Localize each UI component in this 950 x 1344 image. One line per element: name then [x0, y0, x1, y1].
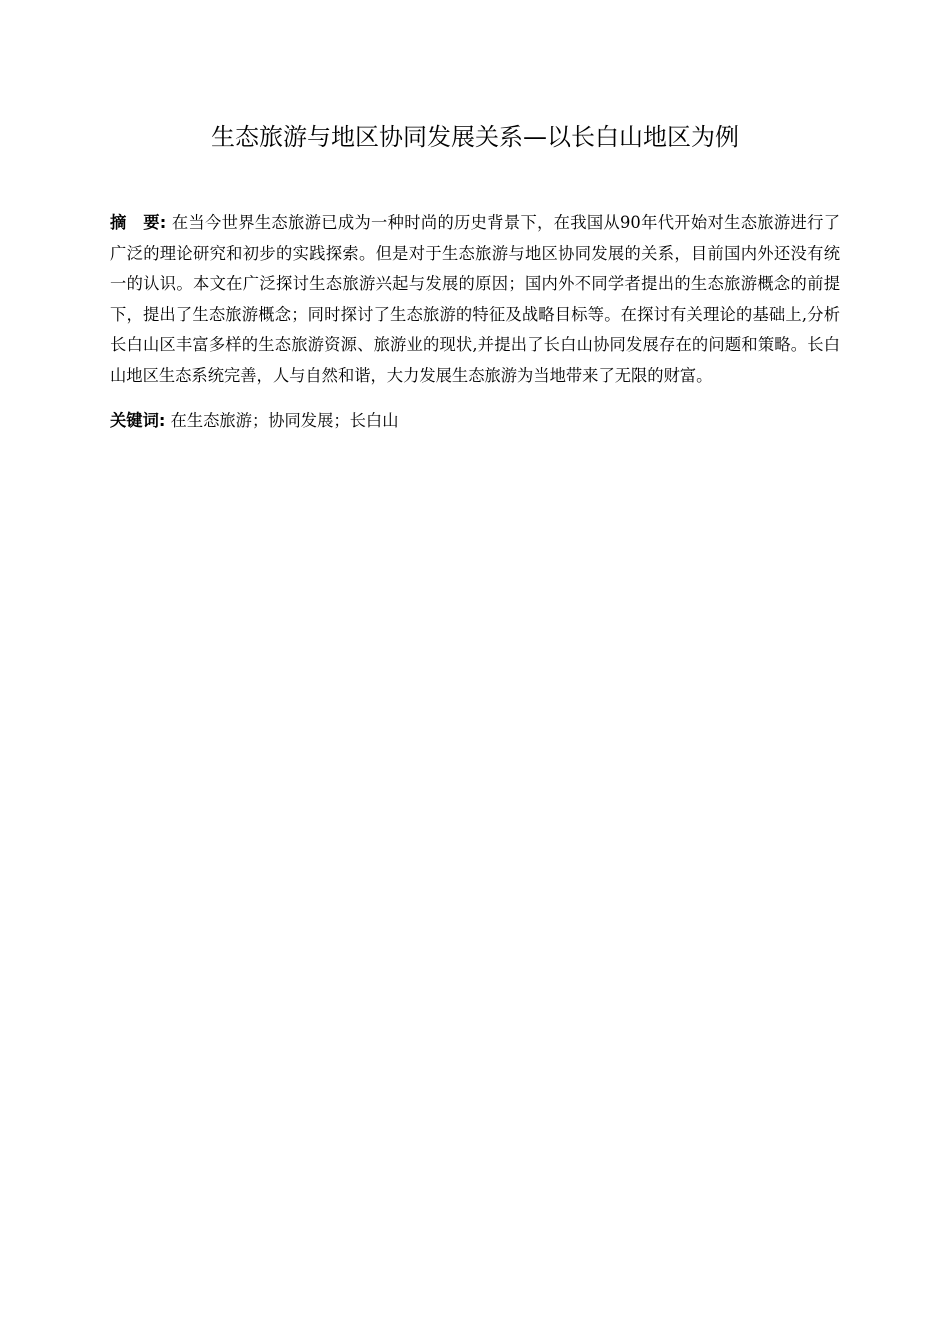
abstract-text: 在当今世界生态旅游已成为一种时尚的历史背景下，在我国从90年代开始对生态旅游进行了广泛的理论研究和初步的实践探索。但是对于生态旅游与地区协同发展的关系，目前国内外还没有统一的认识。本文在广泛探讨生态旅游兴起与发展的原因；国内外不同学者提出的生态旅游概念的前提下，提出了生态旅游概念；同时探讨了生态旅游的特征及战略目标等。在探讨有关理论的基础上,分析长白山区丰富多样的生态旅游资源、旅游业的现状,并提出了长白山协同发展存在的问题和策略。长白山地区生态系统完善，人与自然和谐，大力发展生态旅游为当地带来了无限的财富。 — [110, 213, 840, 385]
keywords-text: 在生态旅游；协同发展；长白山 — [170, 411, 399, 430]
document-title: 生态旅游与地区协同发展关系—以长白山地区为例 — [211, 123, 739, 151]
keywords-label: 关键词: — [110, 411, 166, 430]
abstract-paragraph — [110, 208, 840, 391]
keywords-paragraph — [110, 406, 840, 437]
abstract-label: 摘 要: — [110, 213, 167, 232]
